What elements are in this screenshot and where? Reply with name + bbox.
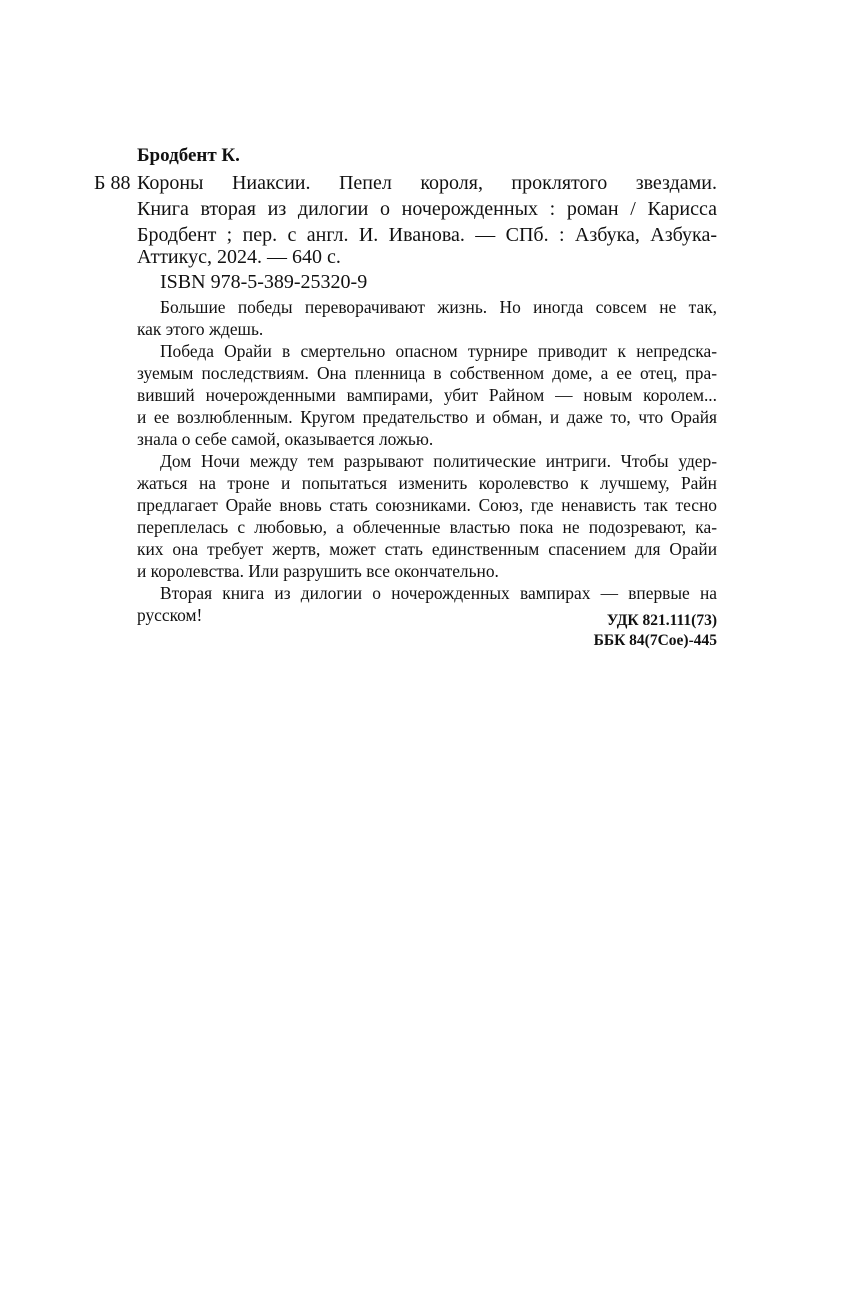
author-mark: Б 88 — [94, 172, 131, 194]
annotation-line: жаться на троне и попытаться изменить королевство к лучшему, Райн — [137, 473, 717, 493]
annotation-line: Большие победы переворачивают жизнь. Но иногда совсем не так, — [160, 297, 717, 317]
bbk-code: ББК 84(7Сое)-445 — [593, 632, 717, 649]
description-line: Книга вторая из дилогии о ночерожденных : роман / Карисса — [137, 198, 717, 220]
annotation-line: Дом Ночи между тем разрывают политические интриги. Чтобы удер- — [160, 451, 717, 471]
udk-code: УДК 821.111(73) — [606, 612, 717, 629]
annotation-line: переплелась с любовью, а облеченные властью пока не подозревают, ка- — [137, 517, 717, 537]
annotation-line: Победа Орайи в смертельно опасном турнире приводит к непредска- — [160, 341, 717, 361]
description-line: Короны Ниаксии. Пепел короля, проклятого звездами. — [137, 172, 717, 194]
annotation-line: зуемым последствиям. Она пленница в собственном доме, а ее отец, пра- — [137, 363, 717, 383]
annotation-line: ких она требует жертв, может стать единственным спасением для Орайи — [137, 539, 717, 559]
annotation-line: и ее возлюбленным. Кругом предательство и обман, и даже то, что Орайя — [137, 407, 717, 427]
author-heading: Бродбент К. — [137, 145, 240, 166]
annotation-line: Вторая книга из дилогии о ночерожденных вампирах — впервые на — [160, 583, 717, 603]
annotation-line: русском! — [137, 605, 203, 625]
description-line: Аттикус, 2024. — 640 с. — [137, 246, 341, 268]
annotation-line: и королевства. Или разрушить все окончательно. — [137, 561, 499, 581]
isbn: ISBN 978-5-389-25320-9 — [160, 271, 368, 293]
annotation-line: предлагает Орайе вновь стать союзниками. Союз, где ненависть так тесно — [137, 495, 717, 515]
description-line: Бродбент ; пер. с англ. И. Иванова. — СПб. : Азбука, Азбука- — [137, 224, 717, 246]
annotation-line: вивший ночерожденными вампирами, убит Райном — новым королем... — [137, 385, 717, 405]
annotation-line: знала о себе самой, оказывается ложью. — [137, 429, 434, 449]
annotation-line: как этого ждешь. — [137, 319, 264, 339]
